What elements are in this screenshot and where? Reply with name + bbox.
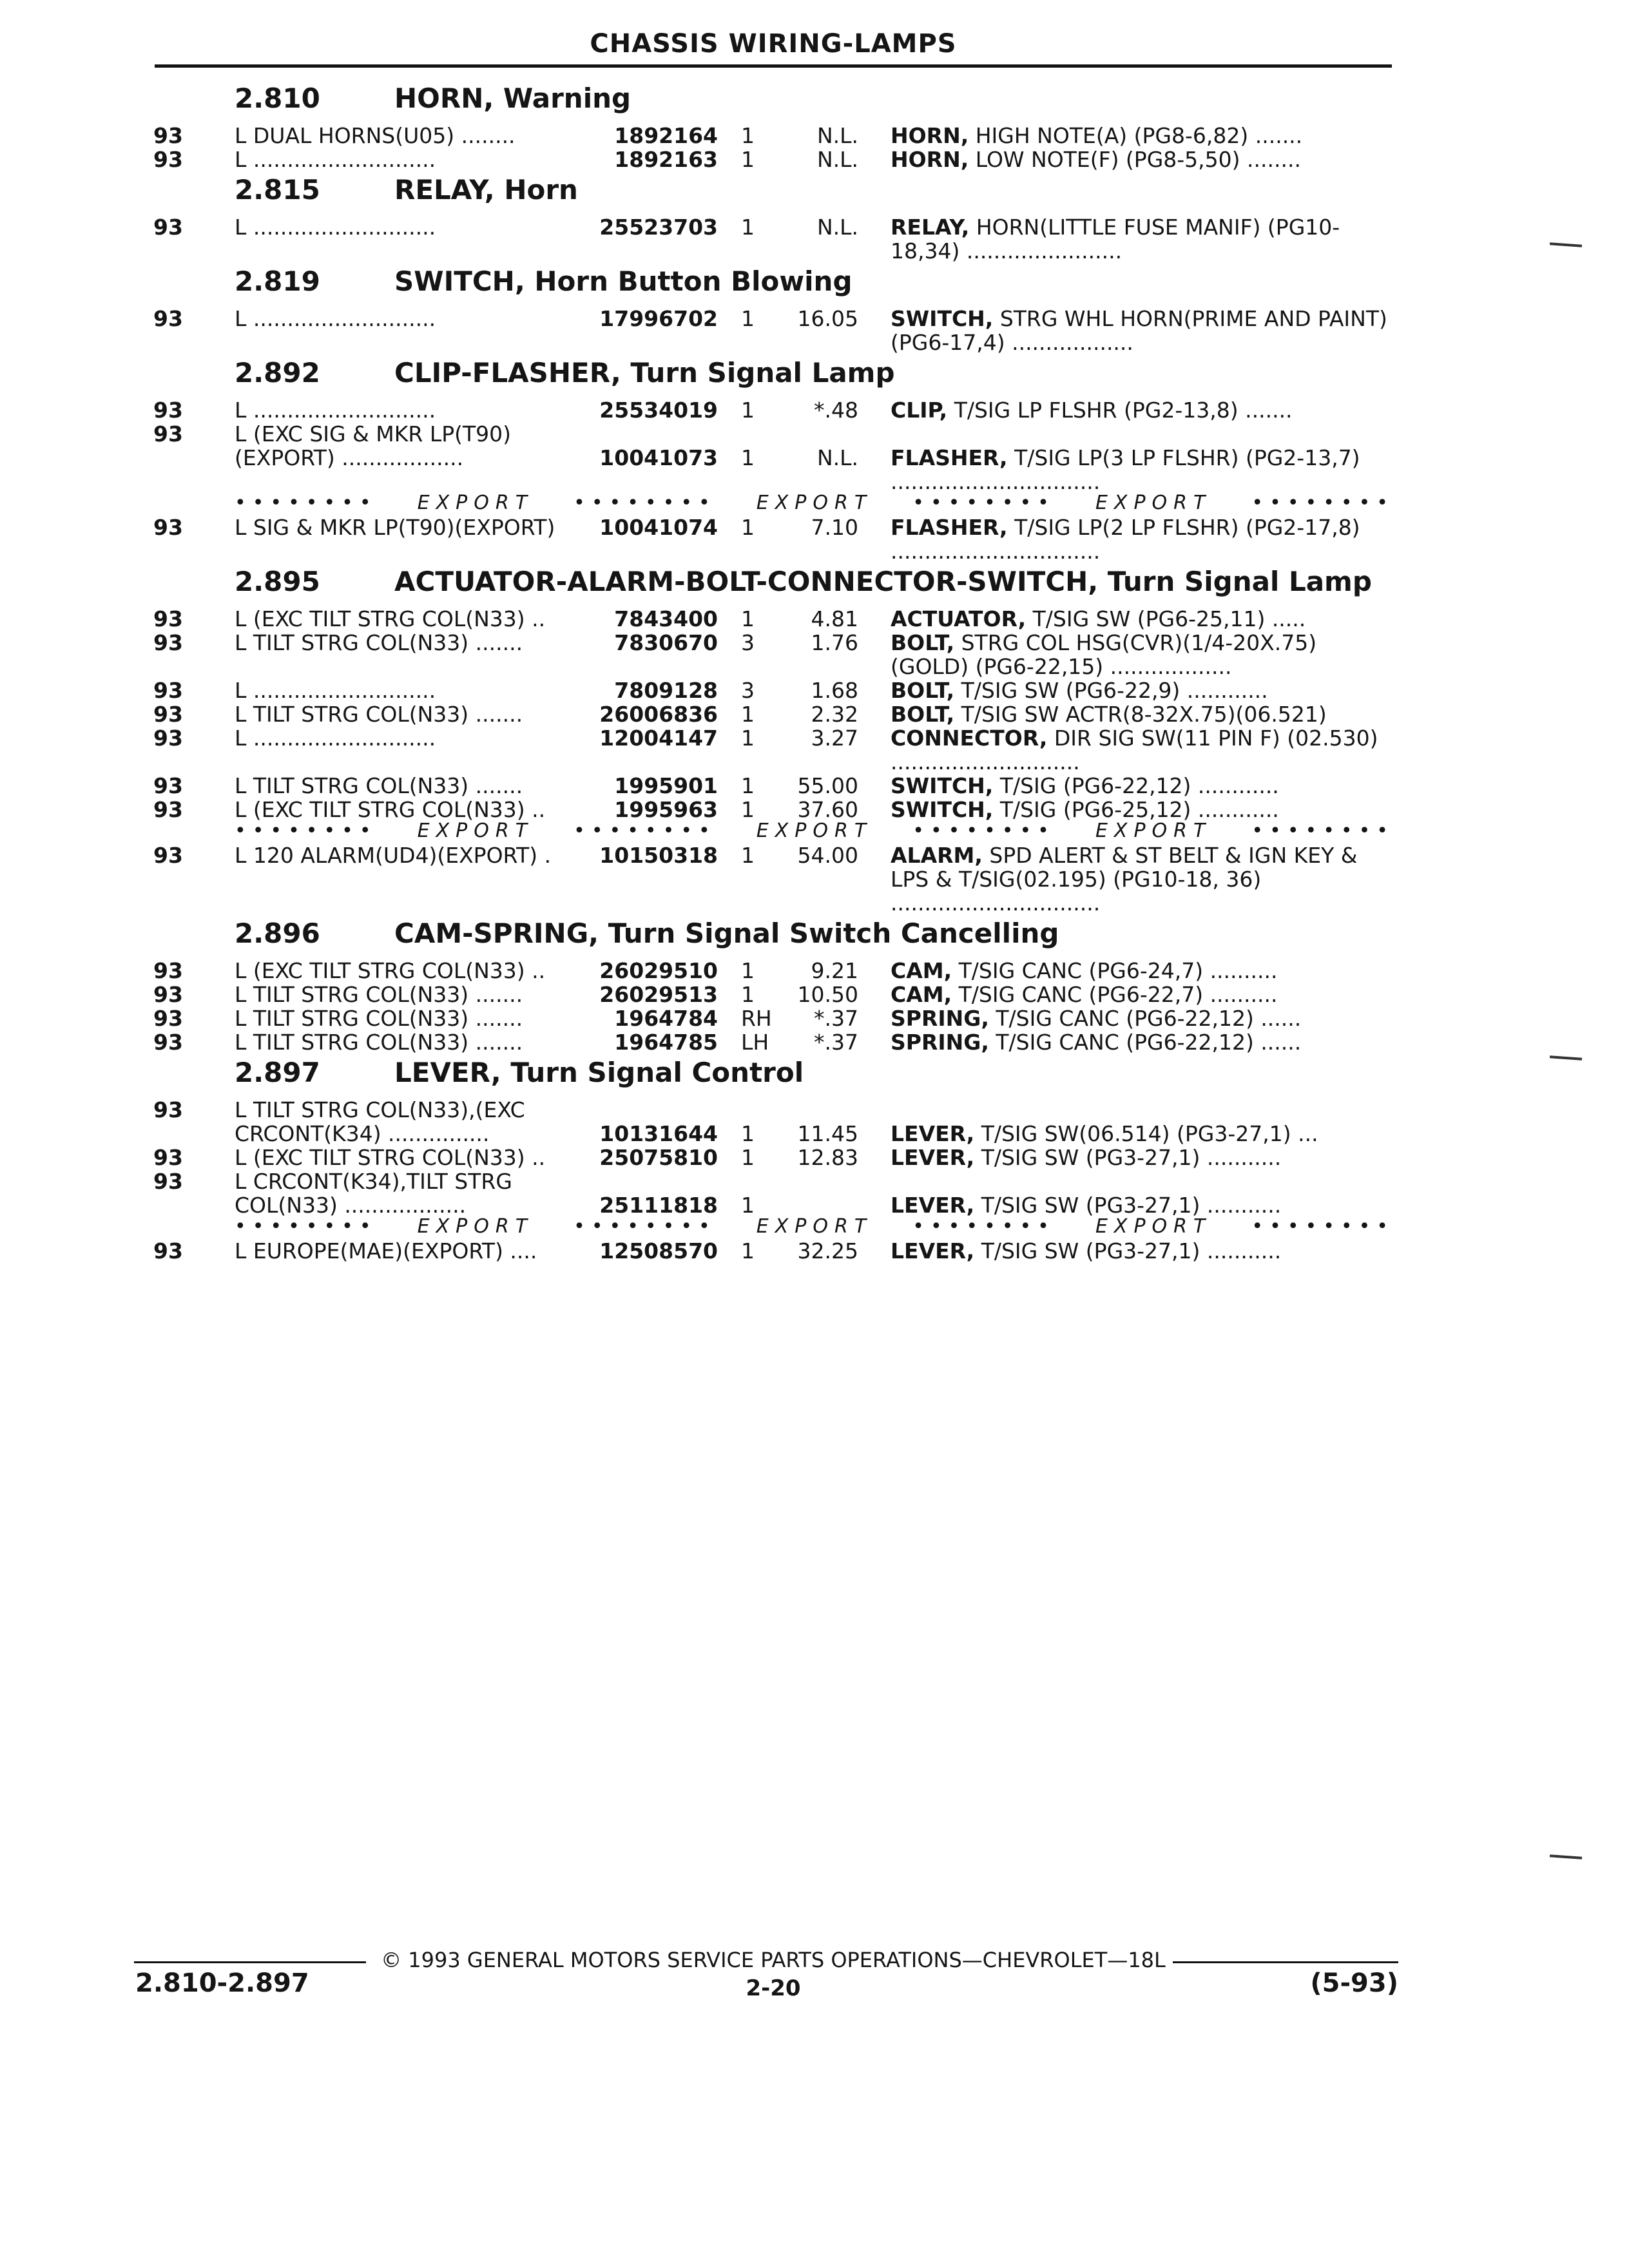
model-year: 93: [153, 215, 183, 240]
part-number: 25523703: [599, 215, 718, 240]
part-name-detail: T/SIG SW ACTR(8-32X.75)(06.521): [954, 702, 1327, 727]
table-row: [153, 726, 1394, 774]
section-title: ACTUATOR-ALARM-BOLT-CONNECTOR-SWITCH, Turn Signal Lamp: [394, 566, 1372, 597]
part-name-key: FLASHER,: [891, 515, 1008, 540]
section-number: 2.896: [235, 918, 320, 949]
usage-description: L (EXC TILT STRG COL(N33) ..: [235, 606, 546, 631]
part-number: 25075810: [599, 1145, 718, 1170]
part-name: [891, 1239, 1394, 1263]
part-name: [891, 398, 1394, 422]
quantity: 1: [741, 215, 755, 240]
table-row: [153, 631, 1394, 678]
quantity: LH: [741, 1030, 769, 1055]
price: 9.21: [811, 958, 858, 983]
part-number: 10041074: [599, 515, 718, 540]
part-name-key: CLIP,: [891, 398, 948, 423]
part-name-key: SWITCH,: [891, 797, 994, 822]
table-row: [153, 215, 1394, 263]
part-name-key: SWITCH,: [891, 773, 994, 798]
part-number: 1964784: [614, 1006, 718, 1031]
price: 1.76: [811, 630, 858, 655]
section-title: SWITCH, Horn Button Blowing: [394, 265, 853, 297]
export-label: EXPORT: [1095, 822, 1212, 842]
part-number: 1892163: [614, 147, 718, 172]
part-name-key: HORN,: [891, 147, 969, 172]
part-name: [891, 1006, 1394, 1030]
quantity: 1: [741, 1238, 755, 1264]
usage-description: L TILT STRG COL(N33) .......: [235, 982, 523, 1007]
model-year: 93: [153, 1006, 183, 1031]
section-number: 2.895: [235, 566, 320, 597]
export-dots: ••••••••: [235, 1217, 378, 1238]
export-dots: ••••••••: [574, 1217, 717, 1238]
part-name: [891, 702, 1394, 726]
price: 7.10: [811, 515, 858, 540]
table-row: [153, 398, 1394, 422]
export-label: EXPORT: [1095, 494, 1212, 514]
part-name-key: ALARM,: [891, 843, 983, 868]
copyright-line: © 1993 GENERAL MOTORS SERVICE PARTS OPERATIONS—CHEVROLET—18L: [381, 1948, 1166, 1972]
part-number: 1892164: [614, 123, 718, 148]
model-year: 93: [153, 606, 183, 631]
price: 12.83: [797, 1145, 858, 1170]
section-number: 2.810: [235, 82, 320, 114]
usage-description: L (EXC TILT STRG COL(N33) ..: [235, 797, 546, 822]
part-number: 10131644: [599, 1121, 718, 1146]
part-name-detail: LOW NOTE(F) (PG8-5,50) ........: [969, 147, 1301, 172]
part-number: 26029510: [599, 958, 718, 983]
usage-description: L TILT STRG COL(N33) .......: [235, 1030, 523, 1055]
part-number: 7843400: [614, 606, 718, 631]
part-name: [891, 631, 1394, 678]
part-number: 7830670: [614, 630, 718, 655]
quantity: 1: [741, 398, 755, 423]
price: 3.27: [811, 726, 858, 751]
price: 1.68: [811, 678, 858, 703]
section-heading: [153, 265, 1394, 307]
section-title: HORN, Warning: [394, 82, 631, 114]
export-dots: ••••••••: [1251, 494, 1394, 514]
part-name-detail: T/SIG CANC (PG6-24,7) ..........: [952, 958, 1278, 983]
table-row: [153, 148, 1394, 171]
usage-description: L 120 ALARM(UD4)(EXPORT) .: [235, 843, 552, 868]
table-row: [153, 1193, 1394, 1217]
part-name-key: BOLT,: [891, 702, 955, 727]
model-year: 93: [153, 702, 183, 727]
part-number: 1995963: [614, 797, 718, 822]
quantity: 1: [741, 702, 755, 727]
part-name: [891, 1193, 1394, 1217]
usage-description: (EXPORT) ..................: [235, 445, 464, 470]
export-label: EXPORT: [417, 494, 534, 514]
part-name: [891, 1122, 1394, 1146]
part-name-detail: T/SIG LP(3 LP FLSHR) (PG2-13,7) ...............................: [891, 445, 1360, 494]
model-year: 93: [153, 1030, 183, 1055]
margin-mark: [1550, 1055, 1582, 1060]
header-rule: [155, 64, 1392, 68]
section-heading: [153, 918, 1394, 959]
part-number: 25111818: [599, 1193, 718, 1218]
section-heading: [153, 1057, 1394, 1098]
export-dots: ••••••••: [235, 822, 378, 842]
part-number: 1964785: [614, 1030, 718, 1055]
part-name: [891, 1030, 1394, 1054]
usage-description: L ...........................: [235, 306, 436, 331]
part-name: [891, 307, 1394, 354]
model-year: 93: [153, 1145, 183, 1170]
table-row: [153, 124, 1394, 148]
price: N.L.: [816, 147, 858, 172]
part-name: [891, 726, 1394, 774]
model-year: 93: [153, 1169, 183, 1194]
part-number: 12508570: [599, 1238, 718, 1264]
table-row: [153, 515, 1394, 563]
price: 4.81: [811, 606, 858, 631]
usage-description: L ...........................: [235, 398, 436, 423]
table-row: [153, 1169, 1394, 1193]
usage-description: L ...........................: [235, 678, 436, 703]
price: N.L.: [816, 215, 858, 240]
quantity: 1: [741, 147, 755, 172]
model-year: 93: [153, 797, 183, 822]
part-name: [891, 148, 1394, 171]
quantity: 1: [741, 1145, 755, 1170]
part-name: [891, 678, 1394, 702]
quantity: 1: [741, 726, 755, 751]
usage-description: L TILT STRG COL(N33) .......: [235, 702, 523, 727]
export-label: EXPORT: [756, 494, 873, 514]
quantity: RH: [741, 1006, 772, 1031]
usage-description: L (EXC SIG & MKR LP(T90): [235, 421, 512, 447]
section-number: 2.892: [235, 357, 320, 389]
price: 16.05: [797, 306, 858, 331]
section-range: 2.810-2.897: [135, 1968, 309, 1998]
model-year: 93: [153, 123, 183, 148]
price: 32.25: [797, 1238, 858, 1264]
model-year: 93: [153, 958, 183, 983]
usage-description: L TILT STRG COL(N33),(EXC: [235, 1097, 525, 1122]
footer-rule-right: [1173, 1961, 1398, 1963]
usage-description: L DUAL HORNS(U05) ........: [235, 123, 516, 148]
part-name-detail: T/SIG CANC (PG6-22,12) ......: [988, 1030, 1302, 1055]
part-name: [891, 798, 1394, 822]
part-name-key: LEVER,: [891, 1121, 975, 1146]
model-year: 93: [153, 515, 183, 540]
table-row: [153, 983, 1394, 1006]
part-name-detail: T/SIG LP FLSHR (PG2-13,8) .......: [947, 398, 1293, 423]
export-separator: [153, 822, 1394, 843]
margin-mark: [1550, 1854, 1582, 1859]
part-name-detail: T/SIG SW (PG3-27,1) ...........: [974, 1193, 1282, 1218]
part-name: [891, 607, 1394, 631]
part-number: 26006836: [599, 702, 718, 727]
table-row: [153, 446, 1394, 494]
export-label: EXPORT: [756, 1217, 873, 1238]
table-row: [153, 1122, 1394, 1146]
usage-description: CRCONT(K34) ...............: [235, 1121, 490, 1146]
part-name-key: ACTUATOR,: [891, 606, 1027, 631]
model-year: 93: [153, 630, 183, 655]
part-name-detail: STRG COL HSG(CVR)(1/4-20X.75) (GOLD) (PG6-22,15) ..................: [891, 630, 1317, 679]
part-name: [891, 215, 1394, 263]
price: *.37: [814, 1006, 858, 1031]
part-name: [891, 446, 1394, 494]
table-row: [153, 1098, 1394, 1122]
price: *.48: [814, 398, 858, 423]
quantity: 1: [741, 306, 755, 331]
export-separator: [153, 1217, 1394, 1239]
part-name-key: FLASHER,: [891, 445, 1008, 470]
model-year: 93: [153, 678, 183, 703]
price: 11.45: [797, 1121, 858, 1146]
footer-rule-left: [134, 1961, 366, 1963]
part-name-key: CAM,: [891, 958, 952, 983]
section-heading: [153, 566, 1394, 607]
export-label: EXPORT: [756, 822, 873, 842]
model-year: 93: [153, 421, 183, 447]
section-title: CLIP-FLASHER, Turn Signal Lamp: [394, 357, 895, 389]
part-name-key: SPRING,: [891, 1030, 989, 1055]
part-name-detail: T/SIG SW (PG6-25,11) .....: [1026, 606, 1306, 631]
export-label: EXPORT: [417, 1217, 534, 1238]
part-name: [891, 983, 1394, 1006]
page-number: 2-20: [746, 1975, 801, 2001]
usage-description: L ...........................: [235, 726, 436, 751]
table-row: [153, 422, 1394, 446]
quantity: 1: [741, 773, 755, 798]
export-label: EXPORT: [417, 822, 534, 842]
section-heading: [153, 82, 1394, 124]
table-row: [153, 1006, 1394, 1030]
part-name-key: LEVER,: [891, 1145, 975, 1170]
model-year: 93: [153, 1238, 183, 1264]
quantity: 1: [741, 606, 755, 631]
part-name: [891, 774, 1394, 798]
model-year: 93: [153, 773, 183, 798]
part-number: 26029513: [599, 982, 718, 1007]
parts-listing: [153, 84, 1394, 1267]
part-name-key: LEVER,: [891, 1193, 975, 1218]
model-year: 93: [153, 1097, 183, 1122]
part-name: [891, 124, 1394, 148]
section-title: RELAY, Horn: [394, 174, 578, 206]
model-year: 93: [153, 982, 183, 1007]
quantity: 1: [741, 797, 755, 822]
quantity: 1: [741, 843, 755, 868]
part-number: 12004147: [599, 726, 718, 751]
part-name-key: SPRING,: [891, 1006, 989, 1031]
usage-description: L TILT STRG COL(N33) .......: [235, 630, 523, 655]
table-row: [153, 774, 1394, 798]
part-number: 17996702: [599, 306, 718, 331]
usage-description: L TILT STRG COL(N33) .......: [235, 773, 523, 798]
table-row: [153, 843, 1394, 915]
price: 2.32: [811, 702, 858, 727]
part-number: 10041073: [599, 445, 718, 470]
section-heading: [153, 357, 1394, 398]
part-name: [891, 1146, 1394, 1169]
quantity: 3: [741, 678, 755, 703]
part-name: [891, 515, 1394, 563]
quantity: 3: [741, 630, 755, 655]
part-number: 25534019: [599, 398, 718, 423]
part-name-detail: T/SIG SW (PG3-27,1) ...........: [974, 1238, 1282, 1264]
export-dots: ••••••••: [574, 822, 717, 842]
price: 37.60: [797, 797, 858, 822]
section-number: 2.819: [235, 265, 320, 297]
export-dots: ••••••••: [912, 822, 1055, 842]
export-dots: ••••••••: [912, 1217, 1055, 1238]
usage-description: L (EXC TILT STRG COL(N33) ..: [235, 1145, 546, 1170]
part-name-key: HORN,: [891, 123, 969, 148]
model-year: 93: [153, 147, 183, 172]
part-number: 1995901: [614, 773, 718, 798]
part-name-detail: T/SIG LP(2 LP FLSHR) (PG2-17,8) ...............................: [891, 515, 1360, 564]
usage-description: L TILT STRG COL(N33) .......: [235, 1006, 523, 1031]
part-name-key: SWITCH,: [891, 306, 994, 331]
export-dots: ••••••••: [912, 494, 1055, 514]
part-name-detail: T/SIG CANC (PG6-22,12) ......: [988, 1006, 1302, 1031]
section-title: CAM-SPRING, Turn Signal Switch Cancelling: [394, 918, 1059, 949]
part-name-detail: SPD ALERT & ST BELT & IGN KEY & LPS & T/SIG(02.195) (PG10-18, 36) ...............................: [891, 843, 1358, 916]
part-name-detail: T/SIG CANC (PG6-22,7) ..........: [952, 982, 1278, 1007]
section-heading: [153, 174, 1394, 215]
part-name-key: RELAY,: [891, 215, 970, 240]
quantity: 1: [741, 123, 755, 148]
price: 10.50: [797, 982, 858, 1007]
quantity: 1: [741, 445, 755, 470]
margin-mark: [1550, 242, 1582, 247]
part-name-detail: STRG WHL HORN(PRIME AND PAINT) (PG6-17,4) ..................: [891, 306, 1387, 355]
table-row: [153, 607, 1394, 631]
usage-description: L CRCONT(K34),TILT STRG: [235, 1169, 512, 1194]
part-name-detail: T/SIG SW (PG3-27,1) ...........: [974, 1145, 1282, 1170]
model-year: 93: [153, 398, 183, 423]
quantity: 1: [741, 515, 755, 540]
quantity: 1: [741, 1121, 755, 1146]
quantity: 1: [741, 982, 755, 1007]
table-row: [153, 678, 1394, 702]
part-name-key: CAM,: [891, 982, 952, 1007]
usage-description: L EUROPE(MAE)(EXPORT) ....: [235, 1238, 537, 1264]
part-name-key: BOLT,: [891, 678, 955, 703]
part-number: 7809128: [614, 678, 718, 703]
export-dots: ••••••••: [1251, 822, 1394, 842]
part-name-detail: T/SIG (PG6-22,12) ............: [993, 773, 1279, 798]
part-name-detail: T/SIG SW (PG6-22,9) ............: [954, 678, 1268, 703]
table-row: [153, 1146, 1394, 1169]
price: *.37: [814, 1030, 858, 1055]
export-separator: [153, 494, 1394, 515]
table-row: [153, 307, 1394, 354]
table-row: [153, 959, 1394, 983]
price: N.L.: [816, 445, 858, 470]
part-name-key: LEVER,: [891, 1238, 975, 1264]
part-name-key: BOLT,: [891, 630, 955, 655]
model-year: 93: [153, 843, 183, 868]
table-row: [153, 798, 1394, 822]
price: 55.00: [797, 773, 858, 798]
part-name-detail: HORN(LITTLE FUSE MANIF) (PG10-18,34) .......................: [891, 215, 1340, 264]
export-label: EXPORT: [1095, 1217, 1212, 1238]
section-title: LEVER, Turn Signal Control: [394, 1057, 804, 1088]
model-year: 93: [153, 306, 183, 331]
export-dots: ••••••••: [235, 494, 378, 514]
section-number: 2.815: [235, 174, 320, 206]
page-title: CHASSIS WIRING-LAMPS: [590, 29, 957, 59]
price: 54.00: [797, 843, 858, 868]
table-row: [153, 702, 1394, 726]
quantity: 1: [741, 958, 755, 983]
usage-description: L ...........................: [235, 147, 436, 172]
table-row: [153, 1239, 1394, 1263]
usage-description: L SIG & MKR LP(T90)(EXPORT): [235, 515, 555, 540]
usage-description: L (EXC TILT STRG COL(N33) ..: [235, 958, 546, 983]
part-name-key: CONNECTOR,: [891, 726, 1048, 751]
part-number: 10150318: [599, 843, 718, 868]
usage-description: L ...........................: [235, 215, 436, 240]
revision-date: (5-93): [1310, 1968, 1398, 1998]
part-name-detail: DIR SIG SW(11 PIN F) (02.530) ............................: [891, 726, 1378, 774]
table-row: [153, 1030, 1394, 1054]
export-dots: ••••••••: [574, 494, 717, 514]
price: N.L.: [816, 123, 858, 148]
part-name-detail: HIGH NOTE(A) (PG8-6,82) .......: [969, 123, 1303, 148]
part-name-detail: T/SIG (PG6-25,12) ............: [993, 797, 1279, 822]
part-name: [891, 959, 1394, 983]
section-number: 2.897: [235, 1057, 320, 1088]
usage-description: COL(N33) ..................: [235, 1193, 467, 1218]
model-year: 93: [153, 726, 183, 751]
part-name: [891, 843, 1394, 915]
part-name-detail: T/SIG SW(06.514) (PG3-27,1) ...: [974, 1121, 1318, 1146]
export-dots: ••••••••: [1251, 1217, 1394, 1238]
quantity: 1: [741, 1193, 755, 1218]
